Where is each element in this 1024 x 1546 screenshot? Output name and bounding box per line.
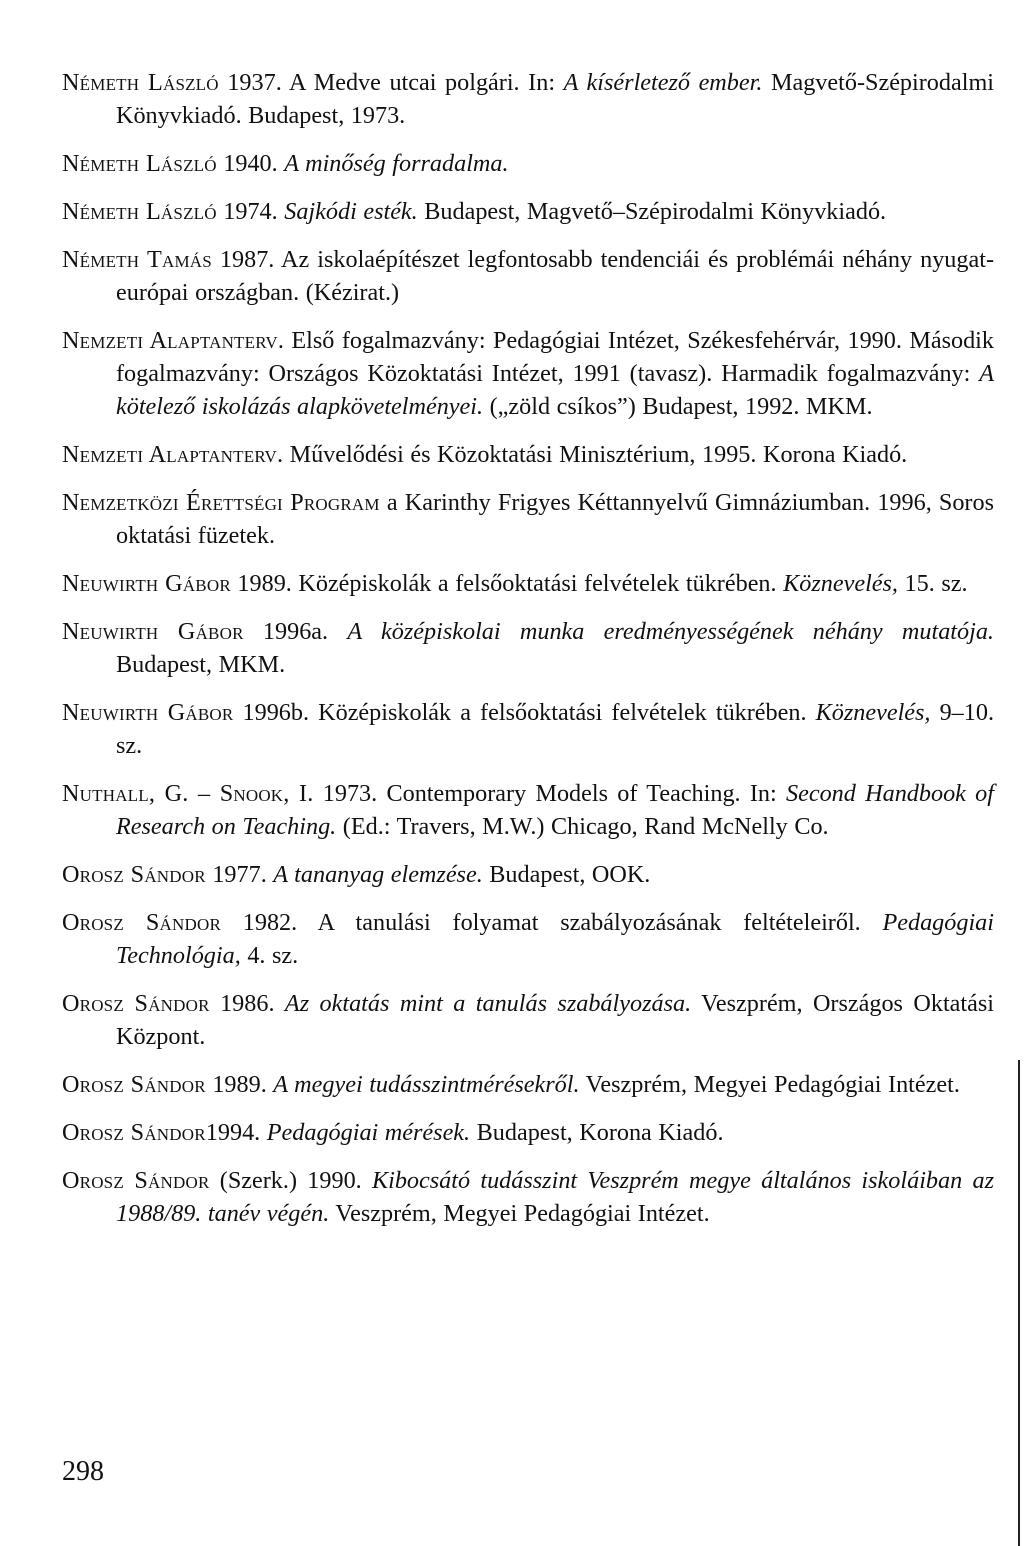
reference-title: Pedagógiai mérések. xyxy=(266,1119,471,1146)
reference-text: 1940. xyxy=(216,150,285,177)
reference-title: Köznevelés, xyxy=(815,699,931,726)
reference-text: 1989. Középiskolák a felsőoktatási felvételek tükrében. xyxy=(230,570,784,597)
reference-author: Orosz Sándor xyxy=(62,1167,210,1194)
reference-entry xyxy=(62,777,994,843)
reference-author: Neuwirth Gábor xyxy=(62,618,244,645)
reference-entry xyxy=(62,195,994,228)
reference-text: 1996b. Középiskolák a felsőoktatási felvételek tükrében. xyxy=(233,699,816,726)
reference-entry xyxy=(62,1116,994,1149)
reference-text: 1982. A tanulási folyamat szabályozásának feltételeiről. xyxy=(221,909,883,936)
reference-author: Nemzetközi Érettségi Program xyxy=(62,489,380,516)
reference-text: 1987. Az iskolaépítészet legfontosabb tendenciái és problémái néhány nyugat-európai országban. (Kézirat.) xyxy=(116,246,995,306)
reference-author: Orosz Sándor xyxy=(62,909,221,936)
reference-author: Orosz Sándor xyxy=(62,1071,206,1098)
reference-title: A kísérletező ember. xyxy=(563,69,763,96)
reference-text: („zöld csíkos”) Budapest, 1992. MKM. xyxy=(483,393,873,420)
reference-entry xyxy=(62,438,994,471)
reference-title: Az oktatás mint a tanulás szabályozása. xyxy=(284,990,692,1017)
reference-author: Neuwirth Gábor xyxy=(62,699,234,726)
reference-text: Budapest, Korona Kiadó. xyxy=(470,1119,724,1146)
reference-text: a Karinthy Frigyes Kéttannyelvű Gimnáziumban. 1996, Soros oktatási füzetek. xyxy=(116,489,994,549)
reference-text: Budapest, MKM. xyxy=(116,651,286,678)
reference-entry xyxy=(62,987,994,1053)
reference-text: Budapest, Magvető–Szépirodalmi Könyvkiadó. xyxy=(417,198,887,225)
reference-author: Orosz Sándor xyxy=(62,990,210,1017)
reference-author: Németh László xyxy=(62,150,217,177)
reference-text: (Szerk.) 1990. xyxy=(209,1167,372,1194)
reference-entry xyxy=(62,1068,994,1101)
reference-title: Pedagógiai Technológia, xyxy=(116,909,994,969)
reference-title: Second Handbook of Research on Teaching. xyxy=(116,780,994,840)
reference-author: Orosz Sándor xyxy=(62,1119,206,1146)
reference-author: Németh László xyxy=(62,69,219,96)
page-number: 298 xyxy=(62,1456,104,1487)
reference-entry xyxy=(62,324,994,423)
reference-author: Nemzeti Alaptanterv xyxy=(62,327,278,354)
reference-author: Nemzeti Alaptanterv xyxy=(62,441,277,468)
reference-title: A tananyag elemzése. xyxy=(273,861,483,888)
reference-author: Nuthall, G. – Snook, I. xyxy=(62,780,314,807)
reference-text: 1986. xyxy=(209,990,285,1017)
reference-text: Magvető-Szépirodalmi Könyvkiadó. Budapest, 1973. xyxy=(116,69,994,129)
reference-text: Veszprém, Megyei Pedagógiai Intézet. xyxy=(329,1200,710,1227)
reference-text: 1937. A Medve utcai polgári. In: xyxy=(218,69,564,96)
reference-title: Kibocsátó tudásszint Veszprém megye általános iskoláiban az 1988/89. tanév végén. xyxy=(116,1167,994,1227)
reference-text: 1977. xyxy=(205,861,274,888)
reference-text: 1996a. xyxy=(243,618,348,645)
reference-text: (Ed.: Travers, M.W.) Chicago, Rand McNelly Co. xyxy=(336,813,829,840)
reference-author: Németh László xyxy=(62,198,217,225)
scan-edge-line xyxy=(1018,1060,1020,1546)
reference-title: Köznevelés, xyxy=(783,570,898,597)
reference-entry xyxy=(62,66,994,132)
reference-title: A kötelező iskolázás alapkövetelményei. xyxy=(116,360,994,420)
reference-text: 1989. xyxy=(205,1071,274,1098)
reference-text: 9–10. sz. xyxy=(116,699,995,759)
reference-text: 1994. xyxy=(205,1119,267,1146)
reference-title: A minőség forradalma. xyxy=(284,150,509,177)
reference-author: Németh Tamás xyxy=(62,246,212,273)
reference-text: . Művelődési és Közoktatási Minisztérium, 1995. Korona Kiadó. xyxy=(276,441,908,468)
reference-entry xyxy=(62,243,994,309)
reference-title: A megyei tudásszintmérésekről. xyxy=(273,1071,580,1098)
reference-entry xyxy=(62,567,994,600)
reference-text: . Első fogalmazvány: Pedagógiai Intézet, Székesfehérvár, 1990. Második fogalmazvány: Országos Közoktatási Intézet, 1991 (tavasz). Harmadik fogalmazvány: xyxy=(116,327,994,387)
reference-text: Veszprém, Országos Oktatási Központ. xyxy=(116,990,994,1050)
reference-text: 4. sz. xyxy=(240,942,299,969)
reference-text: Budapest, OOK. xyxy=(482,861,651,888)
reference-entry xyxy=(62,906,994,972)
reference-text: 1974. xyxy=(216,198,285,225)
reference-entry xyxy=(62,147,994,180)
reference-text: Veszprém, Megyei Pedagógiai Intézet. xyxy=(579,1071,960,1098)
reference-entry xyxy=(62,615,994,681)
reference-entry xyxy=(62,486,994,552)
reference-author: Orosz Sándor xyxy=(62,861,206,888)
reference-entry xyxy=(62,1164,994,1230)
reference-author: Neuwirth Gábor xyxy=(62,570,231,597)
reference-title: Sajkódi esték. xyxy=(284,198,418,225)
reference-list xyxy=(62,66,994,1245)
reference-entry xyxy=(62,858,994,891)
reference-title: A középiskolai munka eredményességének néhány mutatója. xyxy=(347,618,994,645)
reference-text: 15. sz. xyxy=(897,570,968,597)
reference-entry xyxy=(62,696,994,762)
reference-text: 1973. Contemporary Models of Teaching. In: xyxy=(313,780,787,807)
